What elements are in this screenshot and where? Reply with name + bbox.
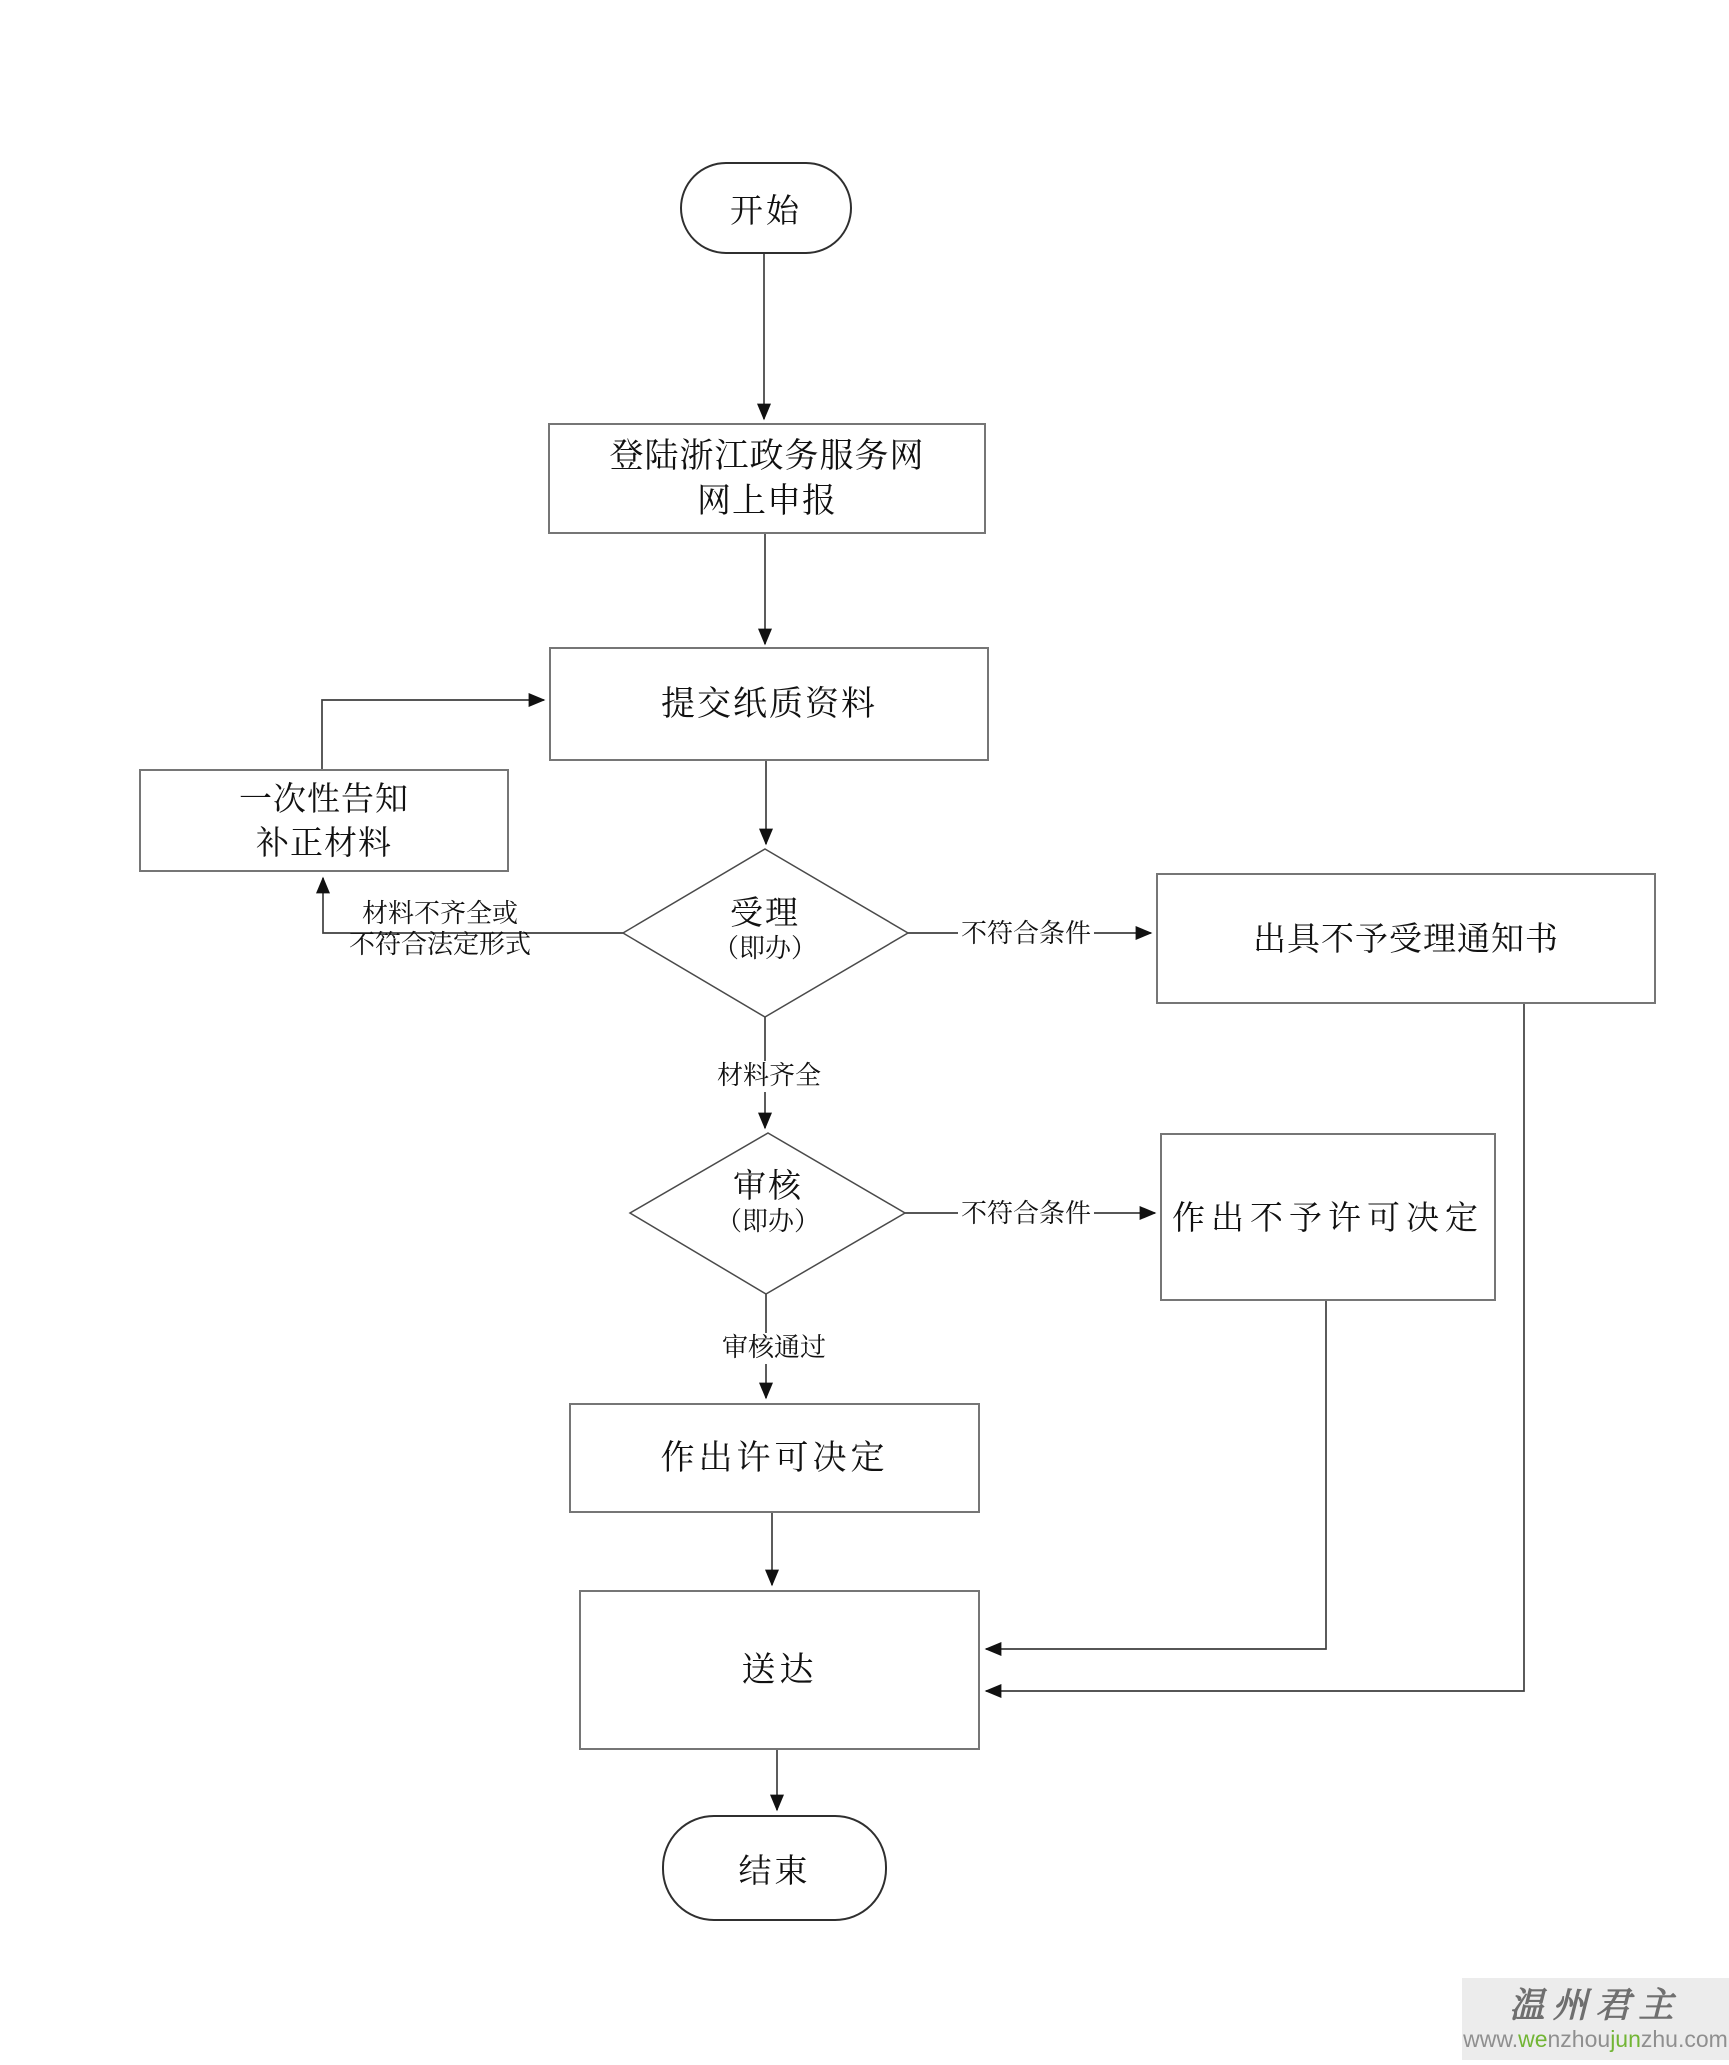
one-time-notify-node xyxy=(139,769,509,872)
edge-notify-to-submit xyxy=(322,700,544,769)
deny-permit-node xyxy=(1160,1133,1496,1301)
accept-decision-text xyxy=(665,893,865,966)
permit-decision-label: 作出许可决定 xyxy=(660,1437,889,1478)
incomplete-line1: 材料不齐全或 xyxy=(361,899,518,929)
watermark-title: 温州君主 xyxy=(1509,1984,1682,2026)
login-line1: 登陆浙江政务服务网 xyxy=(609,435,925,476)
submit-label: 提交纸质资料 xyxy=(661,683,877,724)
edge-reject-notice-to-deliver xyxy=(986,1000,1524,1691)
edge-label-review-passed: 审核通过 xyxy=(701,1333,847,1364)
end-label: 结束 xyxy=(738,1850,811,1890)
edge-label-materials-complete: 材料齐全 xyxy=(696,1061,842,1092)
accept-subtitle: （即办） xyxy=(712,934,817,964)
incomplete-line2: 不符合法定形式 xyxy=(348,930,531,960)
notify-line1: 一次性告知 xyxy=(239,778,409,818)
deliver-label: 送达 xyxy=(741,1649,818,1690)
notify-line2: 补正材料 xyxy=(256,822,392,862)
edge-label-review-not-qualified: 不符合条件 xyxy=(958,1199,1094,1230)
watermark-url: www.wenzhoujunzhu.com xyxy=(1463,2025,1728,2052)
review-subtitle: （即办） xyxy=(715,1207,820,1237)
accept-title: 受理 xyxy=(730,893,800,932)
login-online-declare-node xyxy=(548,423,986,534)
edge-label-accept-not-qualified: 不符合条件 xyxy=(958,919,1094,950)
start-label: 开始 xyxy=(730,190,802,230)
deny-permit-label: 作出不予许可决定 xyxy=(1172,1197,1484,1237)
permit-decision-node xyxy=(569,1403,980,1513)
deliver-node xyxy=(579,1590,980,1750)
submit-paper-node xyxy=(549,647,989,761)
end-node xyxy=(662,1815,887,1921)
login-line2: 网上申报 xyxy=(697,480,837,521)
reject-notice-node xyxy=(1156,873,1656,1004)
edge-deny-to-deliver xyxy=(986,1297,1326,1649)
review-title: 审核 xyxy=(733,1166,803,1205)
edge-label-materials-incomplete xyxy=(330,899,550,961)
reject-notice-label: 出具不予受理通知书 xyxy=(1253,919,1559,958)
start-node xyxy=(680,162,852,254)
watermark xyxy=(1462,1978,1729,2060)
review-decision-text xyxy=(668,1166,868,1239)
